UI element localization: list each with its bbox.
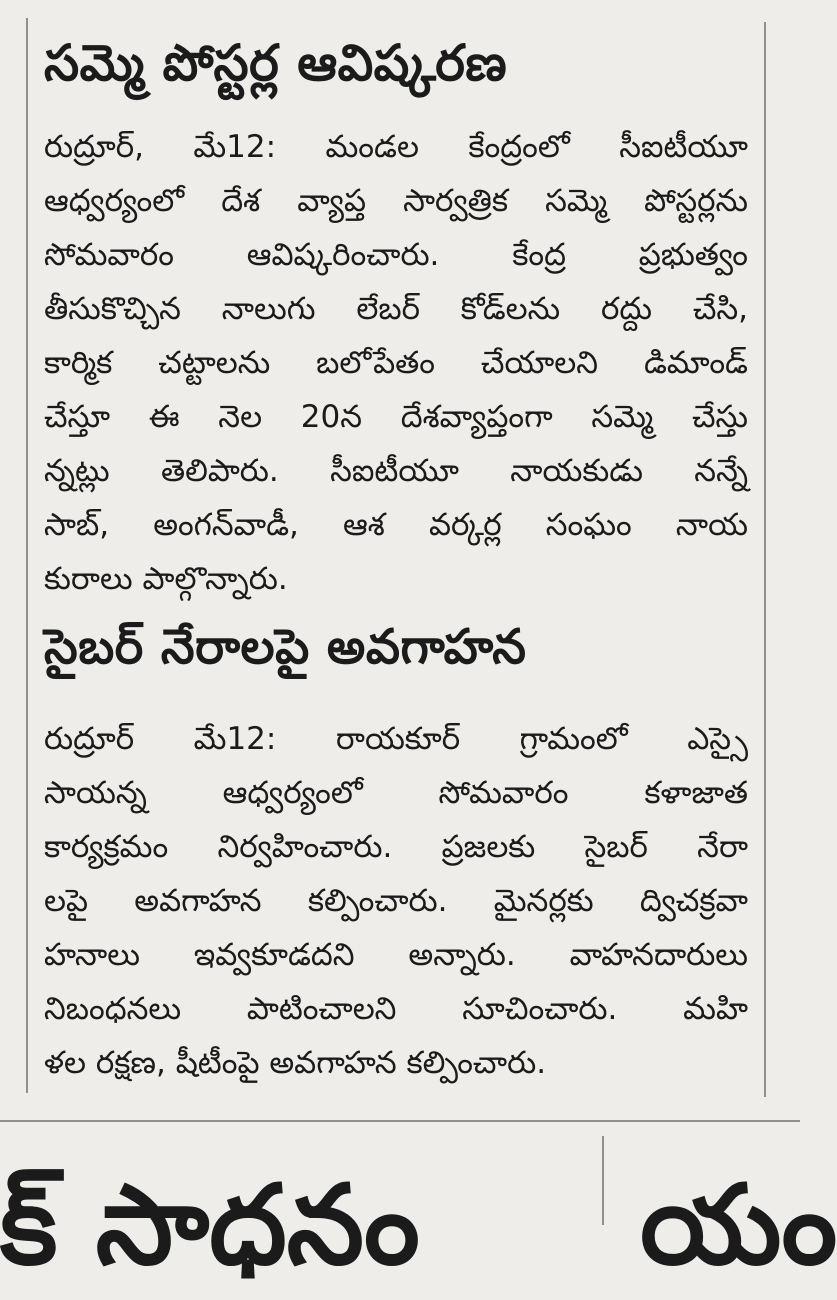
article-1-line: రుద్రూర్, మే12: మండల కేంద్రంలో సీఐటీయూ bbox=[44, 129, 748, 165]
article-2-line: లపై అవగాహన కల్పించారు. మైనర్లకు ద్విచక్రవా bbox=[44, 883, 748, 919]
article-1-line: కార్మిక చట్టాలను బలోపేతం చేయాలని డిమాండ్ bbox=[44, 345, 748, 381]
article-1-body bbox=[44, 120, 748, 606]
article-1-line: తీసుకొచ్చిన నాలుగు లేబర్ కోడ్‌లను రద్దు చేసి, bbox=[44, 291, 748, 327]
article-2-body bbox=[44, 712, 748, 1090]
next-article-headline-fragment-right: యం bbox=[640, 1161, 837, 1289]
article-1-headline: సమ్మె పోస్టర్ల ఆవిష్కరణ bbox=[44, 34, 508, 92]
article-2-line: నిబంధనలు పాటించాలని సూచించారు. మహి bbox=[44, 991, 748, 1027]
article-2-line: ళల రక్షణ, షీటీంపై అవగాహన కల్పించారు. bbox=[44, 1045, 547, 1081]
right-column-rule bbox=[764, 22, 766, 1097]
article-2-line: రుద్రూర్ మే12: రాయకూర్ గ్రామంలో ఎస్సై bbox=[44, 721, 748, 757]
next-article-headline-fragment-left: క్ సాధనం bbox=[0, 1161, 420, 1289]
section-divider-rule bbox=[0, 1120, 800, 1122]
article-2-line: హనాలు ఇవ్వకూడదని అన్నారు. వాహనదారులు bbox=[44, 937, 748, 973]
lower-column-rule bbox=[602, 1136, 604, 1225]
article-1-line: చేస్తూ ఈ నెల 20న దేశవ్యాప్తంగా సమ్మె చేస్తు bbox=[44, 399, 748, 435]
article-1-line: కురాలు పాల్గొన్నారు. bbox=[44, 561, 288, 597]
left-column-rule bbox=[26, 18, 28, 1093]
article-2-line: కార్యక్రమం నిర్వహించారు. ప్రజలకు సైబర్ నేరా bbox=[44, 829, 748, 865]
article-2-line: సాయన్న ఆధ్వర్యంలో సోమవారం కళాజాత bbox=[44, 775, 748, 811]
article-1-line: సాబ్, అంగన్‌వాడీ, ఆశ వర్కర్ల సంఘం నాయ bbox=[44, 507, 748, 543]
article-2-headline: సైబర్ నేరాలపై అవగాహన bbox=[44, 619, 527, 675]
article-1-line: సోమవారం ఆవిష్కరించారు. కేంద్ర ప్రభుత్వం bbox=[44, 237, 748, 273]
article-1-line: ఆధ్వర్యంలో దేశ వ్యాప్త సార్వత్రిక సమ్మె పోస్టర్లను bbox=[44, 183, 748, 219]
article-1-line: న్నట్లు తెలిపారు. సీఐటీయూ నాయకుడు నన్నే bbox=[44, 453, 748, 489]
